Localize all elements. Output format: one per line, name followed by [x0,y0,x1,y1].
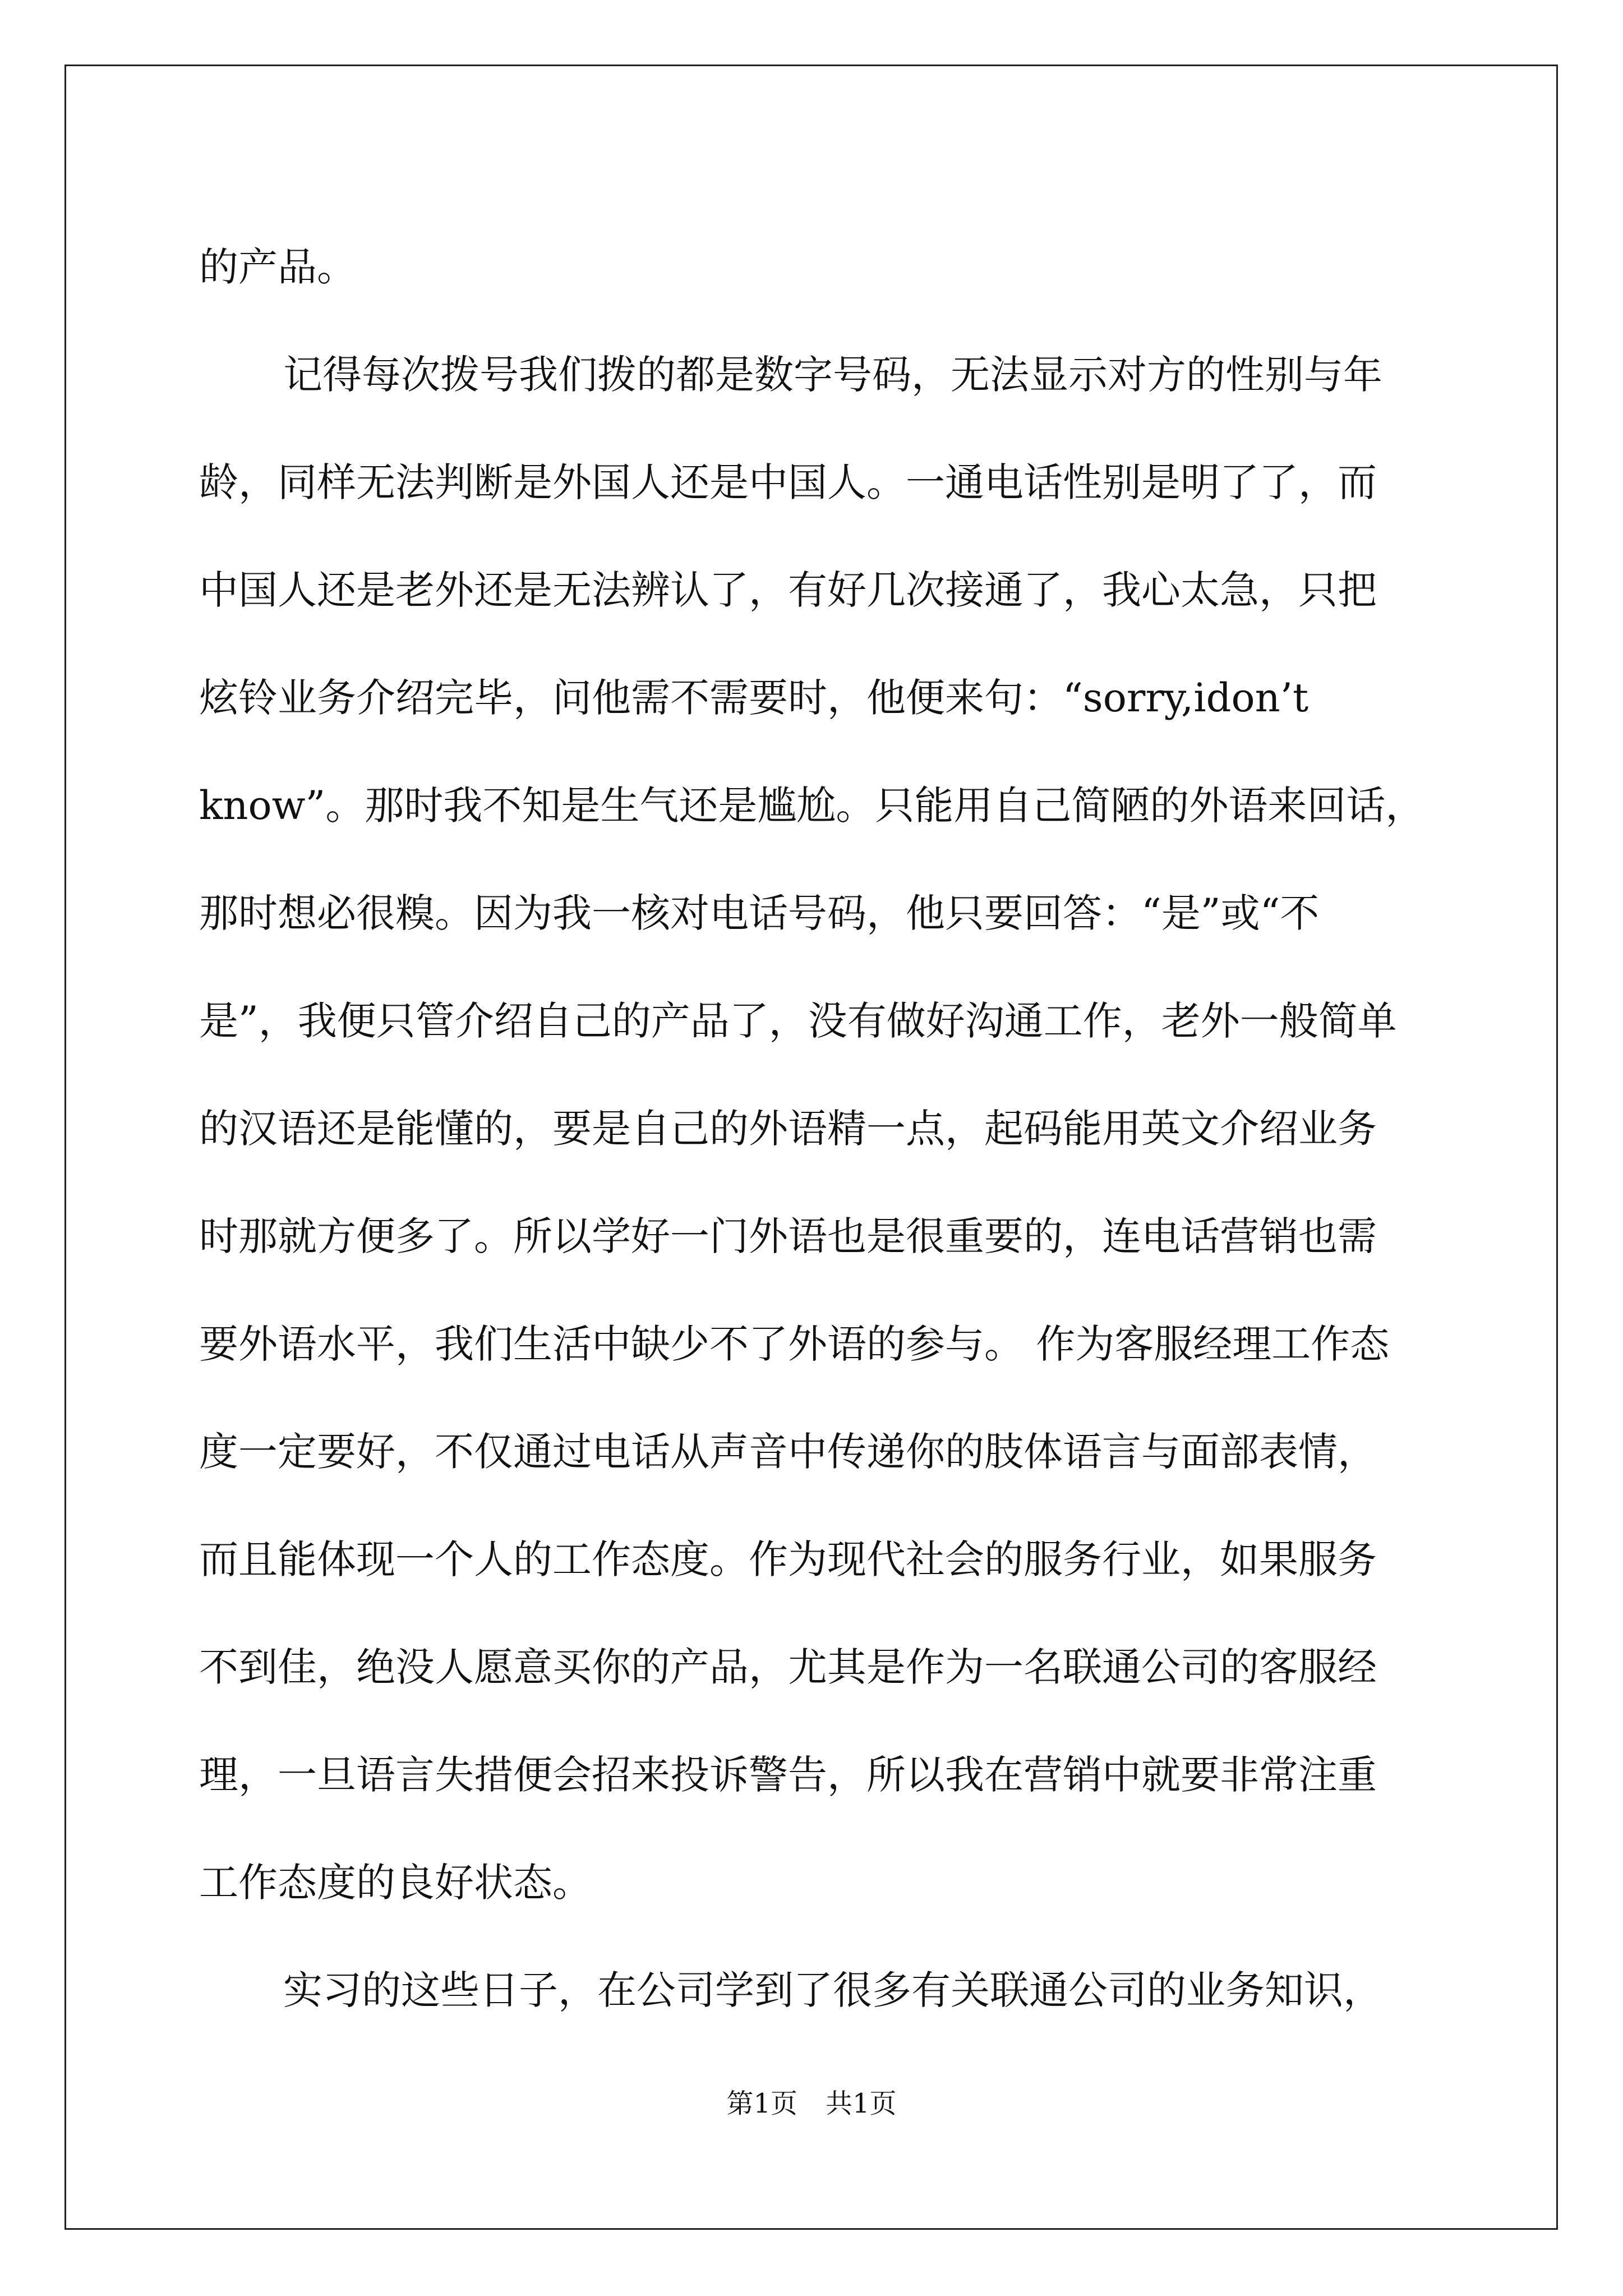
text-line: 是”，我便只管介绍自己的产品了，没有做好沟通工作，老外一般简单 [199,998,1397,1044]
page-number: 第1页 [726,2088,797,2119]
text-line: 理，一旦语言失措便会招来投诉警告，所以我在营销中就要非常注重 [199,1752,1377,1798]
text-line: 的产品。 [199,244,356,290]
page-footer [0,2087,1623,2120]
text-line: 那时想必很糗。因为我一核对电话号码，他只要回答：“是”或“不 [199,890,1320,936]
text-line: 龄，同样无法判断是外国人还是中国人。一通电话性别是明了了，而 [199,459,1377,505]
text-line: know”。那时我不知是生气还是尴尬。只能用自己简陋的外语来回话， [199,783,1425,829]
text-line: 工作态度的良好状态。 [199,1860,592,1906]
paragraph-start-line: 实习的这些日子，在公司学到了很多有关联通公司的业务知识， [283,1967,1382,2013]
text-line: 中国人还是老外还是无法辨认了，有好几次接通了，我心太急，只把 [199,567,1377,613]
text-line: 不到佳，绝没人愿意买你的产品，尤其是作为一名联通公司的客服经 [199,1644,1377,1690]
text-line: 时那就方便多了。所以学好一门外语也是很重要的，连电话营销也需 [199,1213,1377,1259]
paragraph-start-line: 记得每次拨号我们拨的都是数字号码，无法显示对方的性别与年 [283,352,1382,398]
text-line: 度一定要好，不仅通过电话从声音中传递你的肢体语言与面部表情， [199,1429,1377,1475]
text-line: 炫铃业务介绍完毕，问他需不需要时，他便来句：“sorry,idon’t [199,675,1309,721]
text-line: 的汉语还是能懂的，要是自己的外语精一点，起码能用英文介绍业务 [199,1106,1377,1152]
document-body [199,213,1436,2044]
text-line: 而且能体现一个人的工作态度。作为现代社会的服务行业，如果服务 [199,1536,1377,1582]
page-total: 共1页 [826,2088,897,2119]
text-line: 要外语水平，我们生活中缺少不了外语的参与。 作为客服经理工作态 [199,1321,1390,1367]
